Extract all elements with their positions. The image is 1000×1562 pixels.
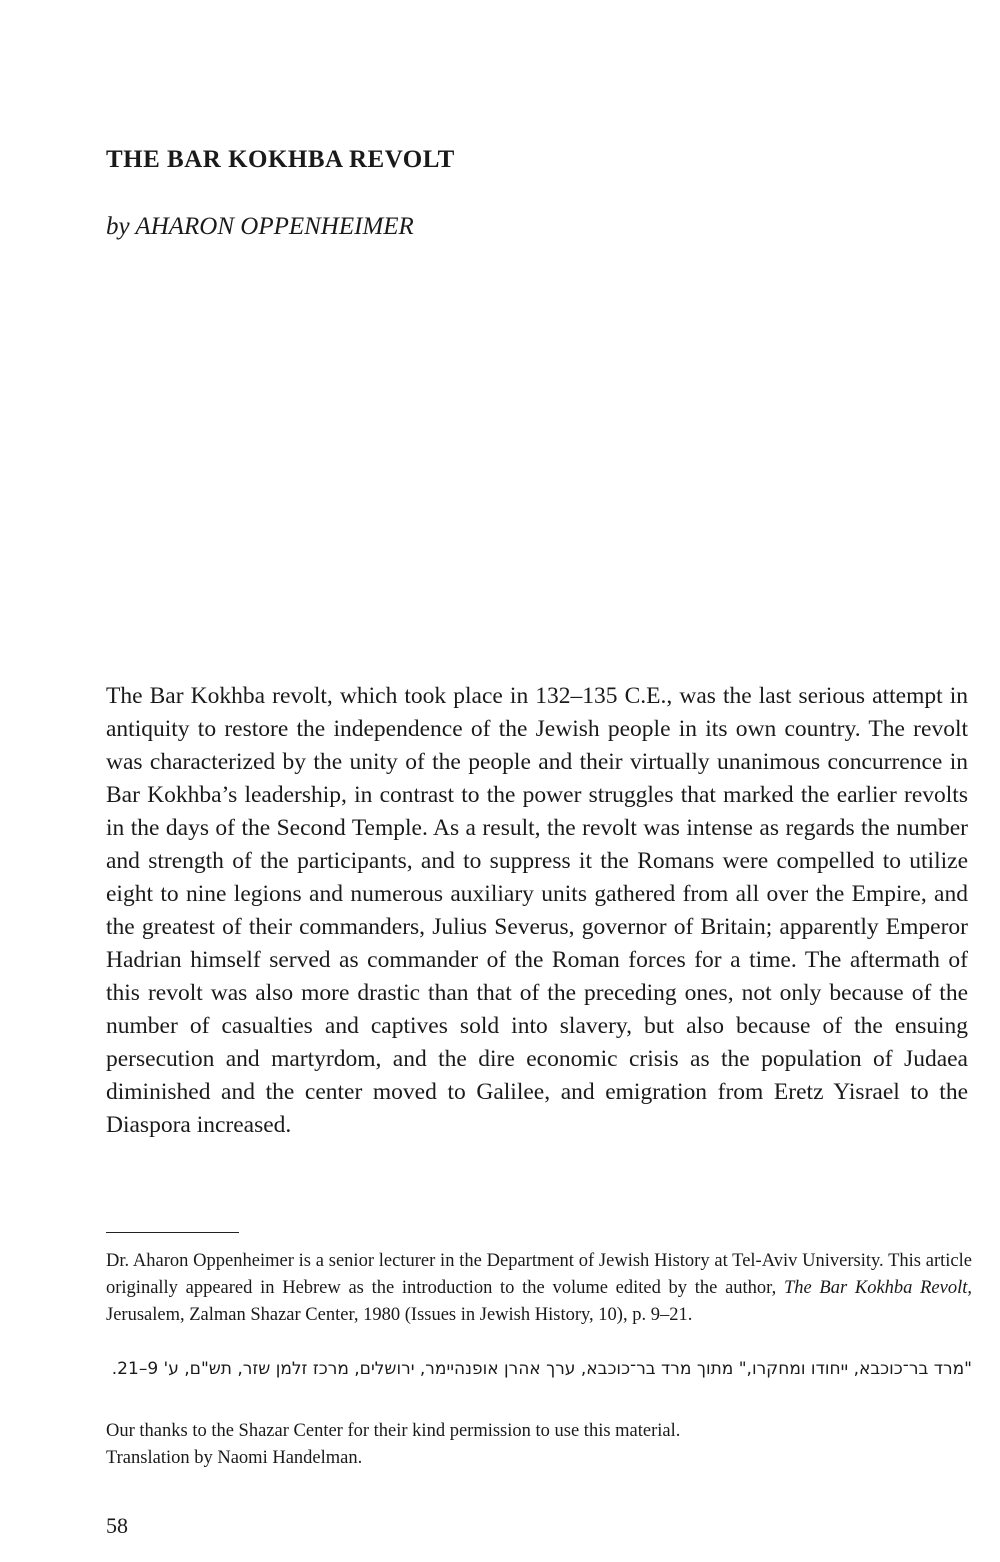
author-note-text-before: Dr. Aharon Oppenheimer is a senior lecturer in the Department of Jewish History at Tel-Aviv University. This article originally appeared in Hebrew as the introduction to the volume edited by the author, [106, 1251, 972, 1298]
hebrew-citation: "מרד בר־כוכבא, ייחודו ומחקרו," מתוך מרד בר־כוכבא, ערך אהרן אופנהיימר, ירושלים, מרכז זלמן שזר, תש"ם, ע' 9–21. [111, 1359, 972, 1379]
footnote-divider [106, 1232, 239, 1233]
author-note [106, 1248, 972, 1329]
book-title: The Bar Kokhba Revolt [783, 1278, 968, 1298]
page-number: 58 [106, 1513, 128, 1538]
translation-credit: Translation by Naomi Handelman. [106, 1448, 363, 1468]
article-title: THE BAR KOKHBA REVOLT [106, 146, 455, 173]
author-note-text-after: , Jerusalem, Zalman Shazar Center, 1980 (Issues in Jewish History, 10), p. 9–21. [106, 1278, 972, 1325]
byline-prefix: by [106, 213, 130, 240]
article-body: The Bar Kokhba revolt, which took place in 132–135 C.E., was the last serious attempt in antiquity to restore the independence of the Jewish people in its own country. The revolt was characterized by the unity of the people and their virtually unanimous concurrence in Bar Kokhba’s leadership, in contrast to the power struggles that marked the earlier revolts in the days of the Second Temple. As a result, the revolt was intense as regards the number and strength of the participants, and to suppress it the Romans were compelled to utilize eight to nine legions and numerous auxiliary units gathered from all over the Empire, and the greatest of their commanders, Julius Severus, governor of Britain; apparently Emperor Hadrian himself served as commander of the Roman forces for a time. The aftermath of this revolt was also more drastic than that of the preceding ones, not only because of the number of casualties and captives sold into slavery, but also because of the ensuing persecution and martyrdom, and the dire economic crisis as the population of Judaea diminished and the center moved to Galilee, and emigration from Eretz Yisrael to the Diaspora increased. [106, 683, 968, 1138]
author-name: AHARON OPPENHEIMER [135, 213, 414, 240]
article-byline [106, 213, 414, 241]
acknowledgements [106, 1418, 972, 1472]
thanks-line: Our thanks to the Shazar Center for their kind permission to use this material. [106, 1421, 681, 1441]
